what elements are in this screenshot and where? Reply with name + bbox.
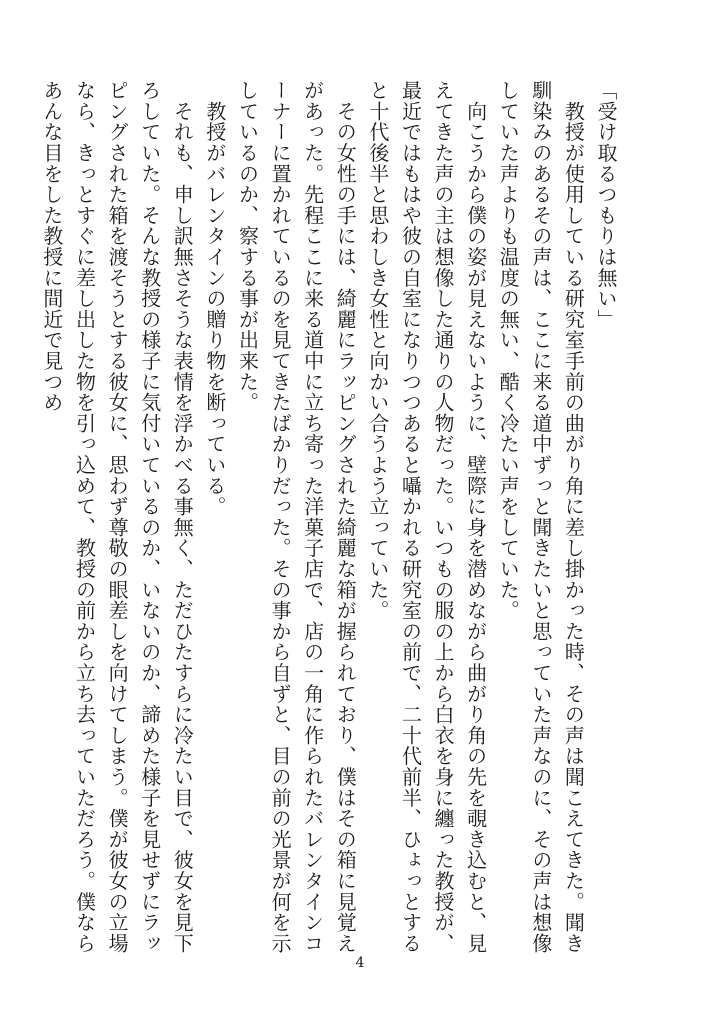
vertical-text-body — [35, 80, 622, 960]
paragraph-5: それも、申し訳無さそうな表情を浮かべる事無く、ただひたすらに冷たい目で、彼女を見下ろしていた。そんな教授の様子に気付いているのか、いないのか、諦めた様子を見せずにラッピングされた箱を渡そうとする彼女に、思わず尊敬の眼差しを向けてしまう。僕が彼女の立場なら、きっとすぐに差し出した物を引っ込めて、教授の前から立ち去っていただろう。僕ならあんな目をした教授に間近で見つめ — [39, 80, 195, 954]
page-number: 4 — [355, 955, 365, 971]
paragraph-dialogue: 「受け取るつもりは無い」 — [594, 80, 618, 330]
paragraph-2: 向こうから僕の姿が見えないように、壁際に身を潜めながら曲がり角の先を覗き込むと、見えてきた声の主は想像した通りの人物だった。いつもの服の上から白衣を身に纏った教授が、最近ではもはや彼の自室になりつつあると囁かれる研究室の前で、二十代前半、ひょっとすると十代後半と思わしき女性と向かい合うよう立っていた。 — [365, 80, 488, 954]
paragraph-1: 教授が使用している研究室手前の曲がり角に差し掛かった時、その声は聞こえてきた。聞き馴染みのあるその声は、ここに来る道中ずっと聞きたいと思っていた声なのに、その声は想像していた声よりも温度の無い、酷く冷たい声をしていた。 — [496, 80, 586, 954]
paragraph-4: 教授がバレンタインの贈り物を断っている。 — [202, 80, 227, 517]
paragraph-3: その女性の手には、綺麗にラッピングされた綺麗な箱が握られており、僕はその箱に見覚えがあった。先程ここに来る道中に立ち寄った洋菓子店で、店の一角に作られたバレンタインコーナーに置かれているのを見てきたばかりだった。その事から自ずと、目の前の光景が何を示しているのか、察する事が出来た。 — [235, 80, 358, 954]
